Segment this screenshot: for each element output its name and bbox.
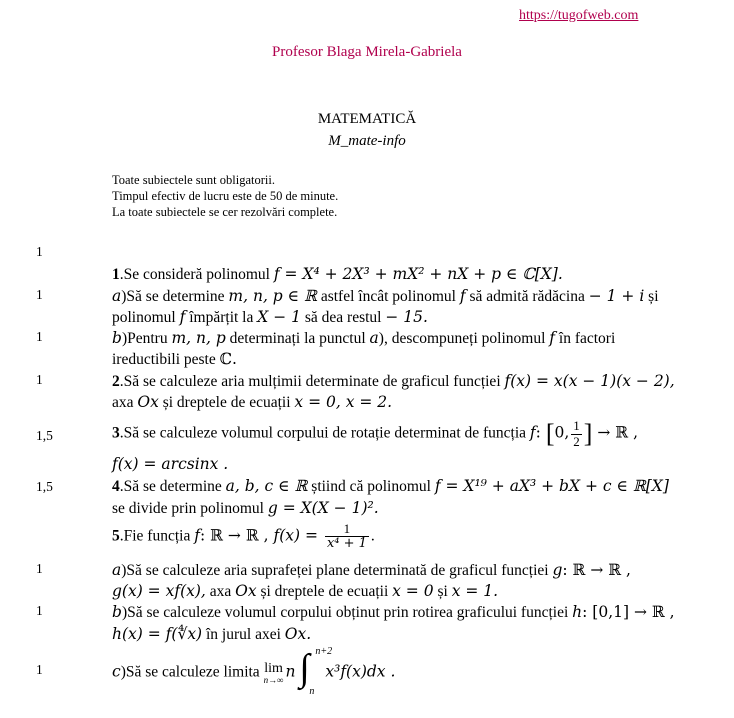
item-label: b xyxy=(112,329,122,347)
text: .Să se determine xyxy=(119,478,226,495)
math-integrand: x³f(x)dx . xyxy=(325,662,396,681)
text: ), descompuneți polinomul xyxy=(378,330,550,347)
problem-2-line-1 xyxy=(112,372,675,391)
math-axis: Ox xyxy=(137,393,159,411)
math-formula: f = X¹⁹ + aX³ + bX + c ∈ ℝ[X] xyxy=(434,477,669,495)
math-remainder: − 15. xyxy=(385,308,428,326)
limit-subscript: n→∞ xyxy=(263,674,284,685)
math-f: f xyxy=(194,526,200,545)
text: astfel încât polinomul xyxy=(316,288,460,305)
instruction-line: Toate subiectele sunt obligatorii. xyxy=(112,173,275,187)
problem-1b-line-2 xyxy=(112,350,237,369)
text: împărțit la xyxy=(185,309,258,326)
text: .Să se calculeze aria mulțimii determinate de graficul funcției xyxy=(119,373,505,390)
integral-sign xyxy=(299,646,333,697)
text: axa xyxy=(112,394,138,411)
math-function-def: f(x) = arcsinx . xyxy=(112,455,229,473)
text: . xyxy=(370,527,375,545)
math-divisor: g = X(X − 1)². xyxy=(267,499,379,517)
profile-subtitle: M_mate-info xyxy=(328,133,406,149)
text: ireductibili peste xyxy=(112,351,220,368)
math-f: f xyxy=(459,287,466,305)
math-vars: a, b, c ∈ ℝ xyxy=(225,477,308,495)
integral-upper-limit: n+2 xyxy=(315,646,333,657)
math-vars: m, n, p ∈ ℝ xyxy=(228,287,317,305)
item-label: b xyxy=(112,603,122,621)
math-fx: f(x) = xyxy=(273,526,323,545)
problem-3-line-1 xyxy=(112,419,638,449)
problem-5-statement xyxy=(112,522,375,552)
text: )Să se calculeze aria suprafeței plane determinată de graficul funcției xyxy=(121,562,553,579)
text: în factori xyxy=(555,330,616,347)
fraction-denominator: x⁴ + 1 xyxy=(326,536,367,552)
math-divisor: X − 1 xyxy=(257,308,301,326)
math-map: : ℝ → ℝ , xyxy=(199,526,274,545)
text: .Să se calculeze volumul corpului de rotație determinat de funcția xyxy=(119,424,530,442)
text: )Pentru xyxy=(121,330,172,347)
limit-operator xyxy=(264,662,284,685)
math-h-def: h(x) = f(∜x) xyxy=(112,625,203,643)
math-f: f xyxy=(529,423,536,442)
item-label: c xyxy=(112,662,121,681)
math-colon: : xyxy=(535,423,546,442)
math-zero: 0, xyxy=(554,423,570,442)
math-f: f xyxy=(179,308,186,326)
problem-text: .Se consideră polinomul xyxy=(119,266,274,283)
math-axis: Ox. xyxy=(284,625,312,643)
problem-1a-line-1 xyxy=(112,287,659,306)
math-formula: f = X⁴ + 2X³ + mX² + nX + p ∈ ℂ[X]. xyxy=(273,265,563,283)
text: )Să se calculeze limita xyxy=(120,663,264,681)
text: știind că polinomul xyxy=(307,478,435,495)
text: și xyxy=(433,583,452,600)
problem-number: 2 xyxy=(112,373,120,390)
math-n: n xyxy=(285,662,296,681)
math-f: f xyxy=(549,329,556,347)
text: )Să se calculeze volumul corpului obținut prin rotirea graficului funcției xyxy=(121,604,573,621)
text: se divide prin polinomul xyxy=(112,500,268,517)
math-equations: x = 0, x = 2. xyxy=(294,393,393,411)
math-eq: x = 0 xyxy=(392,582,434,600)
problem-5a-line-1 xyxy=(112,561,631,580)
problem-4-line-1 xyxy=(112,477,669,496)
problem-1b-line-1 xyxy=(112,329,615,348)
text: să admită rădăcina xyxy=(465,288,589,305)
math-axis: Ox xyxy=(235,582,257,600)
problem-2-line-2 xyxy=(112,393,392,412)
problem-1a-line-2 xyxy=(112,308,428,327)
text: polinomul xyxy=(112,309,180,326)
points-value: 1,5 xyxy=(36,428,53,443)
left-bracket: [ xyxy=(545,419,555,448)
points-value: 1,5 xyxy=(36,479,53,494)
points-value: 1 xyxy=(36,244,43,259)
fraction-half xyxy=(571,419,582,449)
problem-3-line-2 xyxy=(112,455,228,474)
problem-5b-line-2 xyxy=(112,625,311,644)
math-formula: f(x) = x(x − 1)(x − 2), xyxy=(504,372,675,390)
text: și dreptele de ecuații xyxy=(256,583,393,600)
subject-title: MATEMATICĂ xyxy=(317,111,417,127)
integral-symbol: ∫ xyxy=(299,647,310,689)
problem-1-statement xyxy=(112,265,563,284)
text: în jurul axei xyxy=(202,626,285,643)
text: )Să se determine xyxy=(121,288,229,305)
math-eq: x = 1. xyxy=(451,582,499,600)
problem-number: 1 xyxy=(112,266,120,283)
problem-number: 3 xyxy=(112,424,120,442)
author-name: Profesor Blaga Mirela-Gabriela xyxy=(272,44,462,60)
math-a: a xyxy=(369,329,379,347)
math-h: h xyxy=(572,603,583,621)
points-value: 1 xyxy=(36,561,43,576)
math-root: − 1 + i xyxy=(588,287,645,305)
points-value: 1 xyxy=(36,329,43,344)
item-label: a xyxy=(112,287,122,305)
text: determinați la punctul xyxy=(225,330,370,347)
math-map: → ℝ , xyxy=(592,423,639,442)
problem-5b-line-1 xyxy=(112,603,675,622)
problem-5a-line-2 xyxy=(112,582,498,601)
points-value: 1 xyxy=(36,603,43,618)
points-value: 1 xyxy=(36,287,43,302)
problem-number: 4 xyxy=(112,478,120,495)
math-map: : ℝ → ℝ , xyxy=(562,561,631,579)
instruction-line: La toate subiectele se cer rezolvări complete. xyxy=(112,205,338,219)
points-value: 1 xyxy=(36,372,43,387)
math-map: : [0,1] → ℝ , xyxy=(582,603,675,621)
instruction-line: Timpul efectiv de lucru este de 50 de minute. xyxy=(112,189,339,203)
math-g-def: g(x) = xf(x), xyxy=(112,582,206,600)
limit-word: lim xyxy=(264,660,283,676)
fraction xyxy=(325,522,369,552)
fraction-denominator: 2 xyxy=(573,433,580,449)
right-bracket: ] xyxy=(583,419,593,448)
fraction-numerator: 1 xyxy=(573,418,580,434)
text: axa xyxy=(205,583,236,600)
points-value: 1 xyxy=(36,662,43,677)
problem-4-line-2 xyxy=(112,499,379,518)
text: să dea restul xyxy=(301,309,386,326)
problem-number: 5 xyxy=(112,527,120,545)
math-g: g xyxy=(552,561,563,579)
text: și xyxy=(644,288,659,305)
website-link[interactable]: https://tugofweb.com xyxy=(519,8,639,23)
problem-5c-line xyxy=(112,646,396,697)
math-complex-set: ℂ. xyxy=(219,350,237,368)
text: și dreptele de ecuații xyxy=(158,394,295,411)
math-vars: m, n, p xyxy=(171,329,226,347)
integral-lower-limit: n xyxy=(309,686,315,697)
text: .Fie funcția xyxy=(119,527,195,545)
fraction-numerator: 1 xyxy=(325,522,369,537)
item-label: a xyxy=(112,561,122,579)
